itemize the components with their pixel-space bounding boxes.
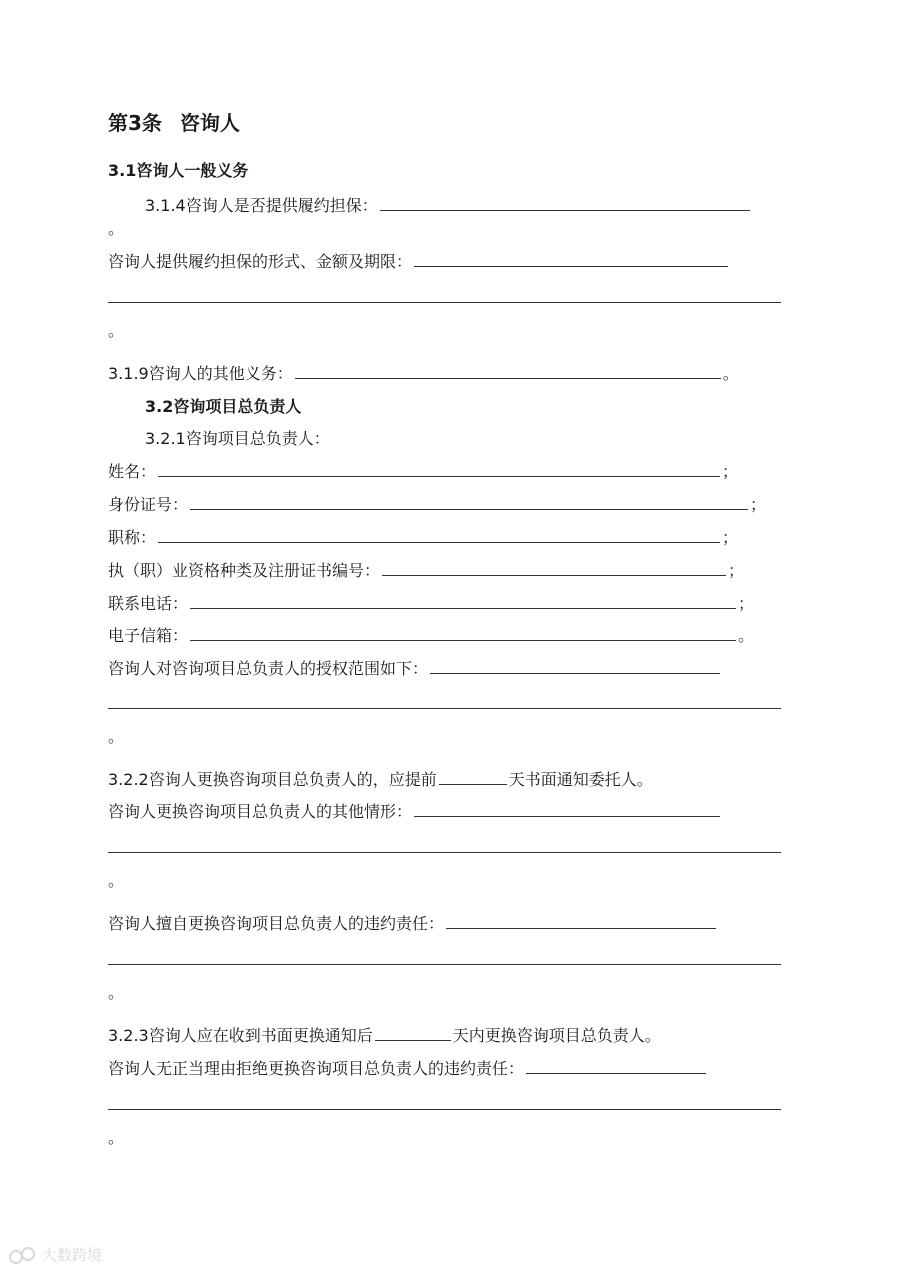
id-number-line: 身份证号： ； xyxy=(108,495,767,514)
section-3-1-heading: 3.1咨询人一般义务 xyxy=(108,161,249,180)
refusal-field-continued[interactable] xyxy=(108,1109,781,1110)
id-number-field[interactable] xyxy=(190,493,748,510)
article-heading xyxy=(108,112,240,134)
clause-3-1-4 xyxy=(145,194,752,217)
period-mark: 。 xyxy=(108,727,125,746)
liability-field[interactable] xyxy=(446,912,716,929)
period-mark: 。 xyxy=(108,321,125,340)
authorization-line xyxy=(108,657,722,680)
watermark-text: 大数跨境 xyxy=(42,1246,103,1264)
liability-line xyxy=(108,912,718,935)
name-field[interactable] xyxy=(158,460,720,477)
clause-3-1-4-label: 3.1.4咨询人是否提供履约担保： xyxy=(145,196,378,215)
guarantee-terms-line xyxy=(108,250,730,273)
refusal-label: 咨询人无正当理由拒绝更换咨询项目总负责人的违约责任： xyxy=(108,1059,525,1078)
phone-field[interactable] xyxy=(190,592,736,609)
name-line: 姓名： ； xyxy=(108,462,739,481)
qualification-line: 执（职）业资格种类及注册证书编号： ； xyxy=(108,561,745,580)
clause-3-2-1: 3.2.1咨询项目总负责人： xyxy=(145,429,330,448)
id-number-label: 身份证号： xyxy=(108,495,189,514)
title-label: 职称： xyxy=(108,528,157,547)
email-line: 电子信箱： 。 xyxy=(108,626,755,645)
authorization-field[interactable] xyxy=(430,657,720,674)
other-cases-field-continued[interactable] xyxy=(108,852,781,853)
other-cases-label: 咨询人更换咨询项目总负责人的其他情形： xyxy=(108,802,413,821)
watermark-logo-icon xyxy=(8,1245,38,1265)
clause-3-1-9: 3.1.9咨询人的其他义务： 。 xyxy=(108,364,739,383)
authorization-label: 咨询人对咨询项目总负责人的授权范围如下： xyxy=(108,659,429,678)
guarantee-provided-field[interactable] xyxy=(380,194,750,211)
period-mark: 。 xyxy=(108,1128,125,1147)
clause-3-2-3: 3.2.3咨询人应在收到书面更换通知后 天内更换咨询项目总负责人。 xyxy=(108,1026,661,1045)
phone-label: 联系电话： xyxy=(108,594,189,613)
period-mark: 。 xyxy=(108,983,125,1002)
replacement-days-field[interactable] xyxy=(375,1024,451,1041)
phone-line: 联系电话： ； xyxy=(108,594,755,613)
clause-3-2-2: 3.2.2咨询人更换咨询项目总负责人的，应提前 天书面通知委托人。 xyxy=(108,770,653,789)
authorization-field-continued[interactable] xyxy=(108,708,781,709)
title-line: 职称： ； xyxy=(108,528,739,547)
refusal-line xyxy=(108,1057,708,1080)
other-obligations-field[interactable] xyxy=(295,362,721,379)
liability-field-continued[interactable] xyxy=(108,964,781,965)
period-mark: 。 xyxy=(108,871,125,890)
email-field[interactable] xyxy=(190,624,736,641)
other-cases-line xyxy=(108,800,722,823)
guarantee-terms-field[interactable] xyxy=(414,250,728,267)
qualification-field[interactable] xyxy=(382,559,726,576)
guarantee-terms-field-continued[interactable] xyxy=(108,302,781,303)
title-field[interactable] xyxy=(158,526,720,543)
article-title: 咨询人 xyxy=(179,111,240,135)
email-label: 电子信箱： xyxy=(108,626,189,645)
guarantee-terms-label: 咨询人提供履约担保的形式、金额及期限： xyxy=(108,252,413,271)
article-number: 第3条 xyxy=(108,111,162,135)
clause-3-1-9-label: 3.1.9咨询人的其他义务： xyxy=(108,364,293,383)
notice-days-field[interactable] xyxy=(439,768,507,785)
refusal-field[interactable] xyxy=(526,1057,706,1074)
other-cases-field[interactable] xyxy=(414,800,720,817)
name-label: 姓名： xyxy=(108,462,157,481)
period-mark: 。 xyxy=(108,219,125,238)
watermark xyxy=(8,1244,102,1265)
section-3-2-heading: 3.2咨询项目总负责人 xyxy=(145,397,302,416)
liability-label: 咨询人擅自更换咨询项目总负责人的违约责任： xyxy=(108,914,445,933)
qualification-label: 执（职）业资格种类及注册证书编号： xyxy=(108,561,381,580)
